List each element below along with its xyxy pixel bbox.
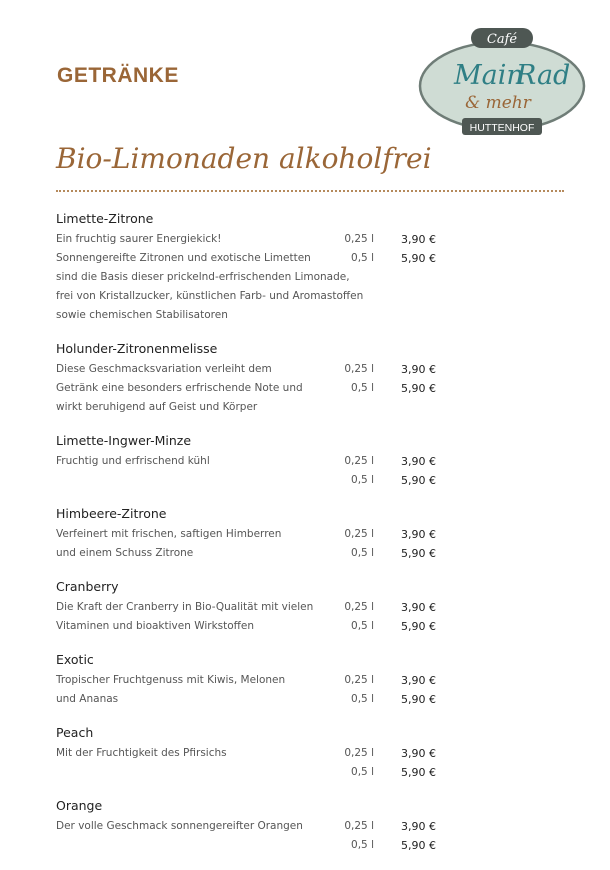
description-line: Sonnengereifte Zitronen und exotische Limetten	[56, 252, 311, 264]
price-label: 3,90 €	[401, 674, 436, 687]
size-label: 0,25 l	[344, 363, 374, 375]
price-label: 5,90 €	[401, 547, 436, 560]
menu-item-name: Limette-Ingwer-Minze	[56, 433, 192, 448]
section-title: GETRÄNKE	[57, 64, 179, 87]
size-label: 0,25 l	[344, 601, 374, 613]
menu-item-name: Cranberry	[56, 579, 119, 594]
menu-item-name: Exotic	[56, 652, 94, 667]
size-label: 0,5 l	[351, 620, 374, 632]
menu-item	[56, 797, 564, 855]
menu-item-description	[56, 598, 338, 636]
description-line: Diese Geschmacksvariation verleiht dem	[56, 363, 272, 375]
price-label: 5,90 €	[401, 620, 436, 633]
size-label: 0,25 l	[344, 455, 374, 467]
menu-item	[56, 724, 564, 782]
description-line: Ein fruchtig saurer Energiekick!	[56, 233, 222, 245]
menu-item	[56, 651, 564, 709]
menu-item	[56, 340, 564, 417]
size-label: 0,5 l	[351, 693, 374, 705]
price-label: 5,90 €	[401, 474, 436, 487]
description-line: Vitaminen und bioaktiven Wirkstoffen	[56, 620, 255, 632]
menu-item-description	[56, 671, 338, 709]
menu-item-description	[56, 360, 338, 417]
description-line: wirkt beruhigend auf Geist und Körper	[56, 401, 258, 413]
price-label: 3,90 €	[401, 363, 436, 376]
menu-item-description	[56, 525, 338, 563]
price-label: 3,90 €	[401, 233, 436, 246]
price-label: 5,90 €	[401, 766, 436, 779]
price-label: 3,90 €	[401, 820, 436, 833]
description-line: Getränk eine besonders erfrischende Note und	[56, 382, 303, 394]
description-line: Tropischer Fruchtgenuss mit Kiwis, Melonen	[56, 674, 286, 686]
price-label: 3,90 €	[401, 455, 436, 468]
logo-mehr-text: & mehr	[465, 93, 531, 113]
description-line: und Ananas	[56, 693, 119, 705]
cafe-mainrad-logo	[418, 26, 586, 138]
size-label: 0,5 l	[351, 766, 374, 778]
logo-huttenhof-text: HUTTENHOF	[469, 122, 535, 134]
description-line: sind die Basis dieser prickelnd-erfrischenden Limonade,	[56, 271, 350, 283]
price-label: 5,90 €	[401, 839, 436, 852]
description-line: und einem Schuss Zitrone	[56, 547, 194, 559]
size-label: 0,25 l	[344, 674, 374, 686]
size-label: 0,5 l	[351, 382, 374, 394]
size-label: 0,5 l	[351, 474, 374, 486]
description-line: Fruchtig und erfrischend kühl	[56, 455, 210, 467]
price-label: 3,90 €	[401, 528, 436, 541]
price-label: 5,90 €	[401, 382, 436, 395]
drink-menu	[56, 210, 564, 870]
description-line: Der volle Geschmack sonnengereifter Orangen	[56, 820, 303, 832]
menu-item-description	[56, 744, 338, 763]
size-label: 0,25 l	[344, 820, 374, 832]
price-label: 3,90 €	[401, 747, 436, 760]
dotted-divider	[56, 190, 564, 192]
size-label: 0,25 l	[344, 233, 374, 245]
size-label: 0,5 l	[351, 839, 374, 851]
menu-subtitle: Bio-Limonaden alkoholfrei	[56, 142, 432, 175]
size-label: 0,25 l	[344, 747, 374, 759]
description-line: Mit der Fruchtigkeit des Pfirsichs	[56, 747, 227, 759]
price-label: 5,90 €	[401, 252, 436, 265]
description-line: sowie chemischen Stabilisatoren	[56, 309, 228, 321]
menu-item-name: Holunder-Zitronenmelisse	[56, 341, 218, 356]
menu-item-name: Himbeere-Zitrone	[56, 506, 167, 521]
description-line: Verfeinert mit frischen, saftigen Himberren	[56, 528, 282, 540]
price-label: 5,90 €	[401, 693, 436, 706]
size-label: 0,25 l	[344, 528, 374, 540]
menu-item	[56, 505, 564, 563]
menu-item-name: Limette-Zitrone	[56, 211, 154, 226]
price-label: 3,90 €	[401, 601, 436, 614]
logo-cafe-text: Café	[486, 32, 518, 47]
logo-rad-text: Rad	[516, 60, 571, 91]
description-line: Die Kraft der Cranberry in Bio-Qualität mit vielen	[56, 601, 314, 613]
menu-item	[56, 432, 564, 490]
menu-item-description	[56, 452, 338, 471]
menu-item-description	[56, 817, 338, 836]
menu-item	[56, 210, 564, 325]
menu-item-name: Orange	[56, 798, 103, 813]
description-line: frei von Kristallzucker, künstlichen Farb- und Aromastoffen	[56, 290, 364, 302]
menu-item-name: Peach	[56, 725, 94, 740]
size-label: 0,5 l	[351, 547, 374, 559]
logo-main-text: Main	[454, 60, 524, 91]
size-label: 0,5 l	[351, 252, 374, 264]
menu-item	[56, 578, 564, 636]
